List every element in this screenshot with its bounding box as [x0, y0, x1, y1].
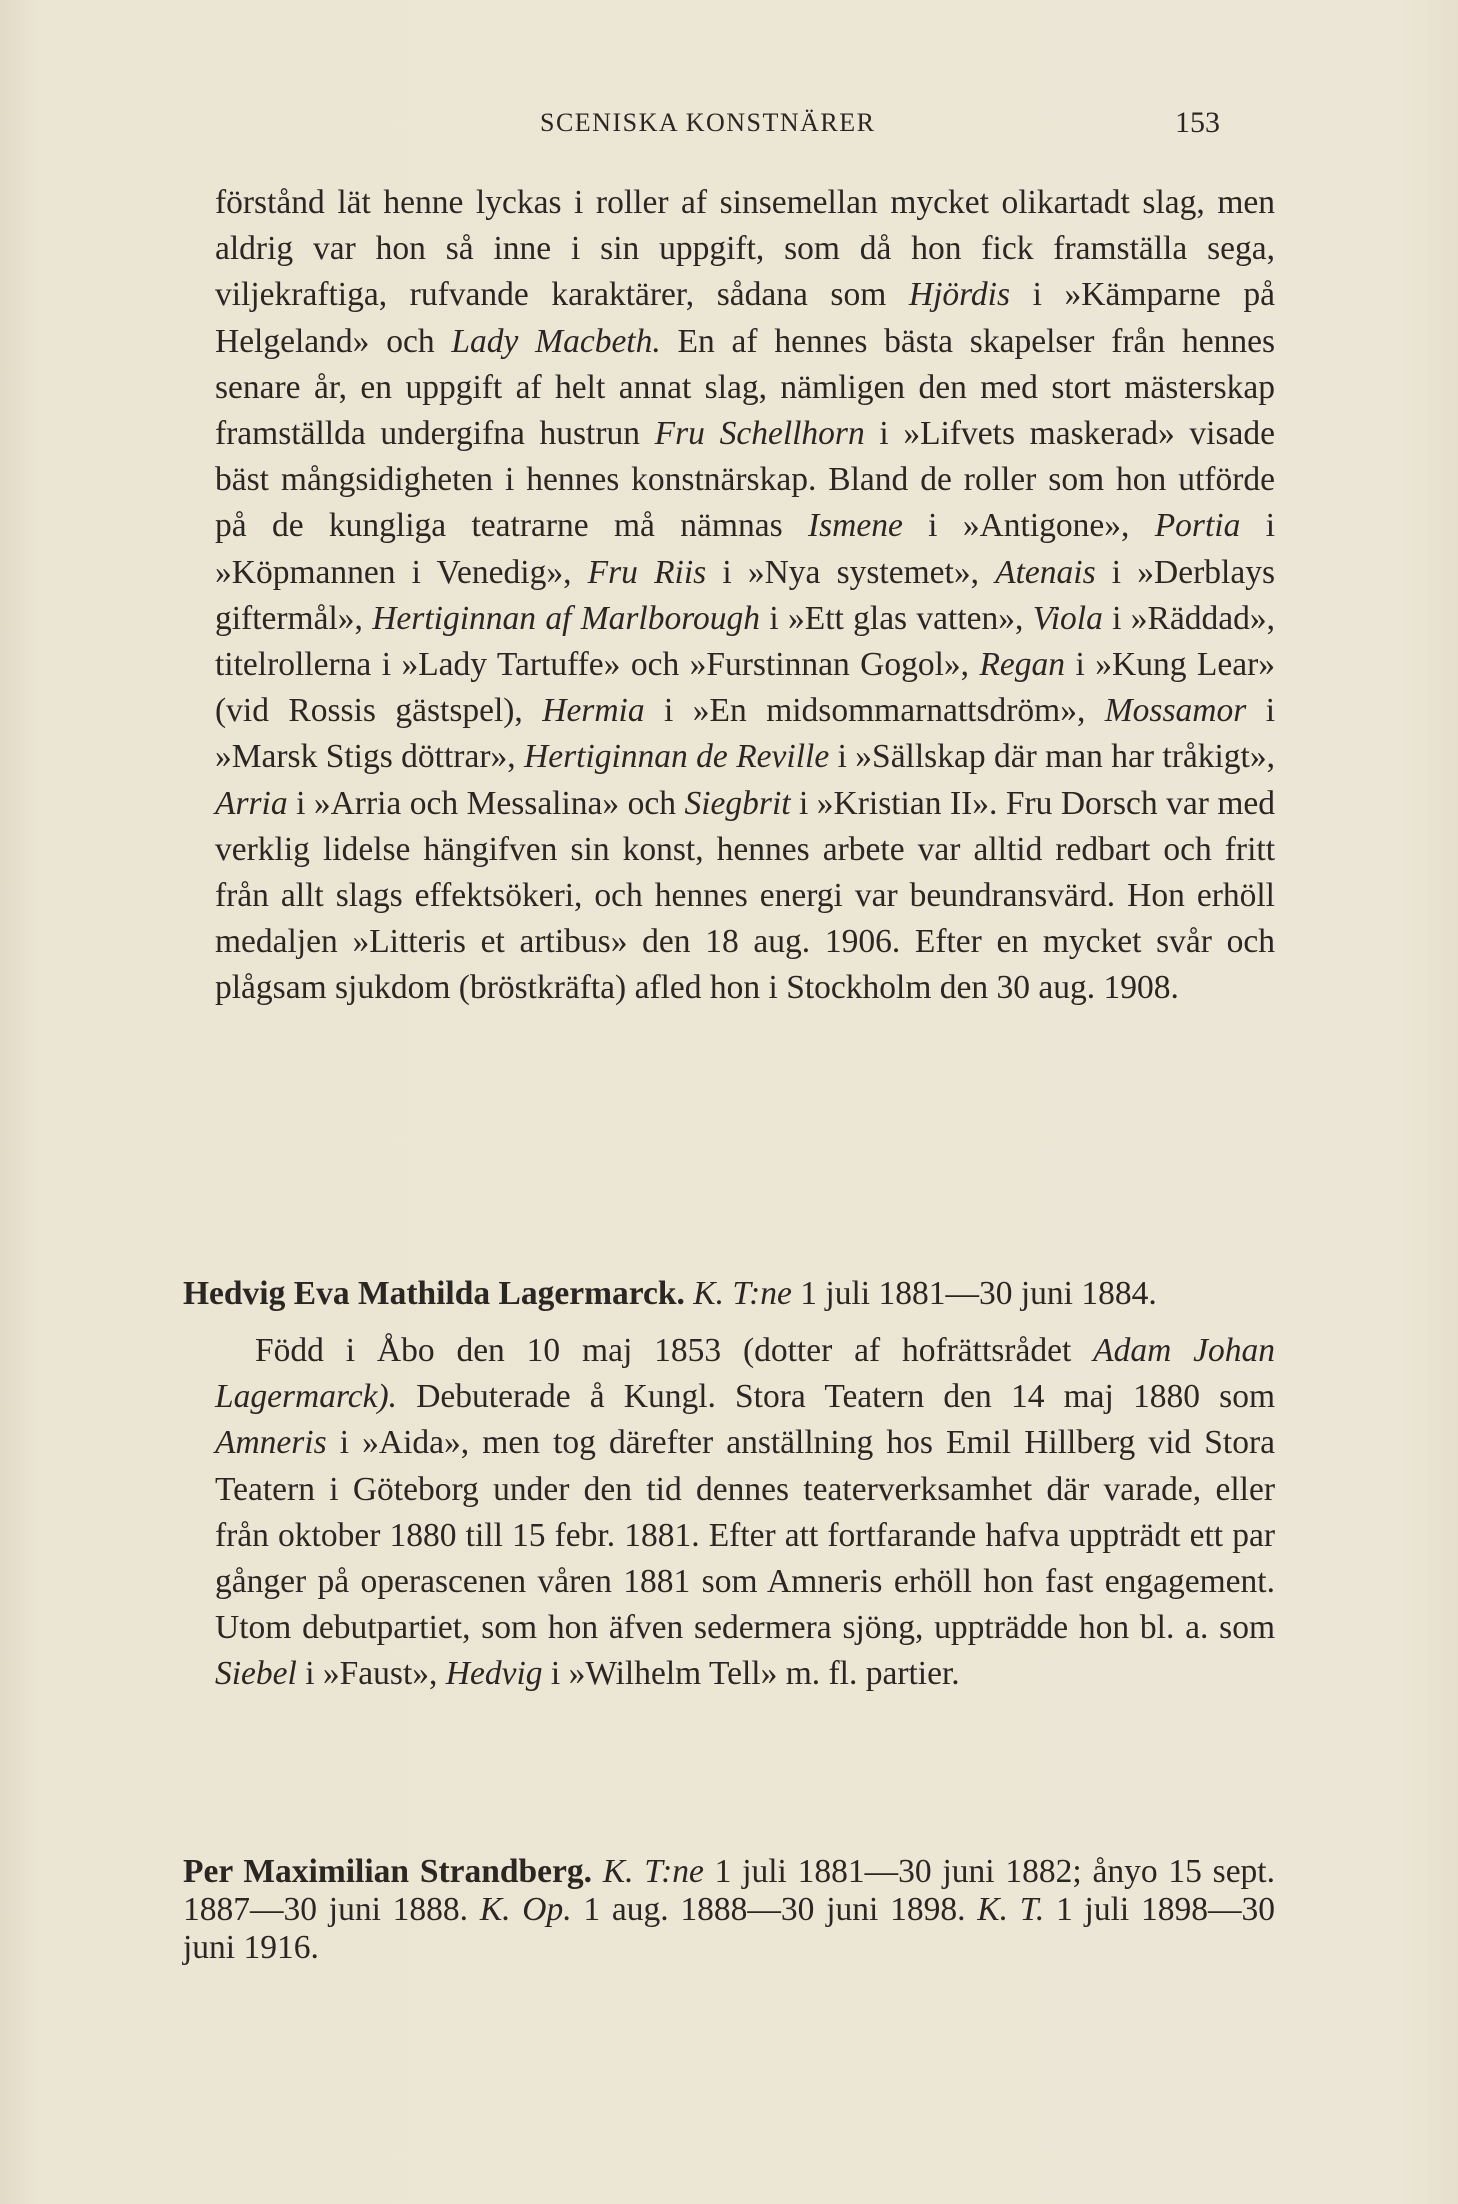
text-run: förstånd lät henne lyckas i roller af sinsemellan mycket olikartadt slag, men aldrig var hon så inne i sin uppgift, som då hon fick framställa sega, viljekraftiga, rufvande karaktärer, sådana som — [215, 184, 1275, 314]
entry-name: Hedvig Eva Mathilda Lagermarck. — [183, 1275, 685, 1312]
role-name: Hjördis — [908, 276, 1011, 314]
role-name: Fru Schellhorn — [654, 415, 865, 453]
role-name: Viola — [1032, 599, 1103, 637]
role-name: Ismene — [807, 507, 903, 545]
person-name: Adam Johan Lagermarck). — [215, 1332, 1275, 1416]
role-name: Lady Macbeth. — [451, 322, 661, 360]
text-run: i »Kämparne på Helgeland» och — [215, 276, 1275, 360]
role-name: Portia — [1154, 507, 1241, 545]
text-run: i »Köpmannen i Venedig», — [215, 507, 1275, 591]
text-run: i »Antigone», — [902, 507, 1155, 545]
text-run: i »Kristian II». Fru Dorsch var med verklig lidelse hängifven sin konst, hennes arbete var alltid redbart och fritt från allt slags effektsökeri, och hennes energi var beundransvärd. Hon erhöll medaljen »Litteris et artibus» den 18 aug. 1906. Efter en mycket svår och plågsam sjukdom (bröstkräfta) afled hon i Stockholm den 30 aug. 1908. — [215, 784, 1275, 1007]
text-run: i »Sällskap där man har tråkigt», — [829, 738, 1275, 776]
role-name: Hedvig — [445, 1655, 543, 1693]
text-run: i »Derblays giftermål», — [215, 553, 1275, 637]
engagement-dates: 1 juli 1881—30 juni 1884. — [791, 1275, 1157, 1312]
engagement-abbreviation: K. Op. — [479, 1891, 572, 1928]
page-header — [540, 108, 1220, 148]
engagement-abbreviation: K. T:ne — [693, 1275, 792, 1312]
role-name: Siebel — [215, 1655, 297, 1693]
role-name: Siegbrit — [684, 784, 791, 822]
text-run: Född i Åbo den 10 maj 1853 (dotter af hofrättsrådet — [255, 1332, 1094, 1369]
text-run: i »En midsommarnattsdröm», — [644, 692, 1105, 730]
text-run: i »Lifvets maskerad» visade bäst mångsidigheten i hennes konstnärskap. Bland de roller som hon utförde på de kungliga teatrarne må nämnas — [215, 415, 1276, 545]
role-name: Fru Riis — [587, 553, 707, 591]
role-name: Hertiginnan af Marlborough — [372, 599, 761, 637]
entry-heading-lagermarck — [183, 1275, 1275, 1313]
role-name: Regan — [979, 646, 1066, 684]
engagement-dates: 1 juli 1898—30 juni 1916. — [183, 1891, 1275, 1966]
text-run: i »Marsk Stigs döttrar», — [215, 692, 1275, 776]
text-run: i »Wilhelm Tell» m. fl. partier. — [542, 1655, 960, 1693]
role-name: Mossamor — [1104, 692, 1247, 730]
text-run: Debuterade å Kungl. Stora Teatern den 14 maj 1880 som — [397, 1378, 1275, 1416]
dorsch-continuation-paragraph — [215, 180, 1275, 1012]
entry-heading-strandberg — [183, 1853, 1275, 1967]
role-name: Atenais — [995, 553, 1096, 591]
page-number: 153 — [1175, 106, 1220, 139]
engagement-dates: 1 aug. 1888—30 juni 1898. — [571, 1891, 978, 1928]
role-name: Hertiginnan de Reville — [524, 738, 830, 776]
text-run: i »Räddad», titelrollerna i »Lady Tartuffe» och »Furstinnan Gogol», — [215, 599, 1275, 684]
text-run: i »Nya systemet», — [706, 553, 996, 591]
text-run: i »Aida», men tog därefter anställning hos Emil Hillberg vid Stora Teatern i Göteborg under den tid dennes teaterverksamhet där varade, eller från oktober 1880 till 15 febr. 1881. Efter att fortfarande hafva uppträdt ett par gånger på operascenen våren 1881 som Amneris erhöll hon fast engagement. Utom debutpartiet, som hon äfven sedermera sjöng, uppträdde hon bl. a. som — [215, 1424, 1275, 1647]
text-run: En af hennes bästa skapelser från hennes senare år, en uppgift af helt annat slag, nämligen den med stort mästerskap framställda undergifna hustrun — [215, 322, 1275, 453]
lagermarck-bio-paragraph — [215, 1328, 1275, 1698]
text-run: i »Ett glas vatten», — [760, 599, 1033, 637]
text-run: i »Kung Lear» (vid Rossis gästspel), — [215, 646, 1275, 730]
entry-name: Per Maximilian Strandberg. — [183, 1853, 592, 1890]
text-run: i »Faust», — [296, 1655, 446, 1693]
role-name: Arria — [215, 784, 288, 822]
engagement-dates: 1 juli 1881—30 juni 1882; ånyo 15 sept. 1887—30 juni 1888. — [183, 1853, 1275, 1928]
engagement-abbreviation: K. T. — [977, 1891, 1045, 1928]
running-title: SCENISKA KONSTNÄRER — [540, 108, 876, 137]
text-run: i »Arria och Messalina» och — [287, 784, 685, 822]
engagement-abbreviation: K. T:ne — [602, 1853, 704, 1890]
role-name: Hermia — [542, 692, 645, 730]
role-name: Amneris — [215, 1424, 327, 1462]
